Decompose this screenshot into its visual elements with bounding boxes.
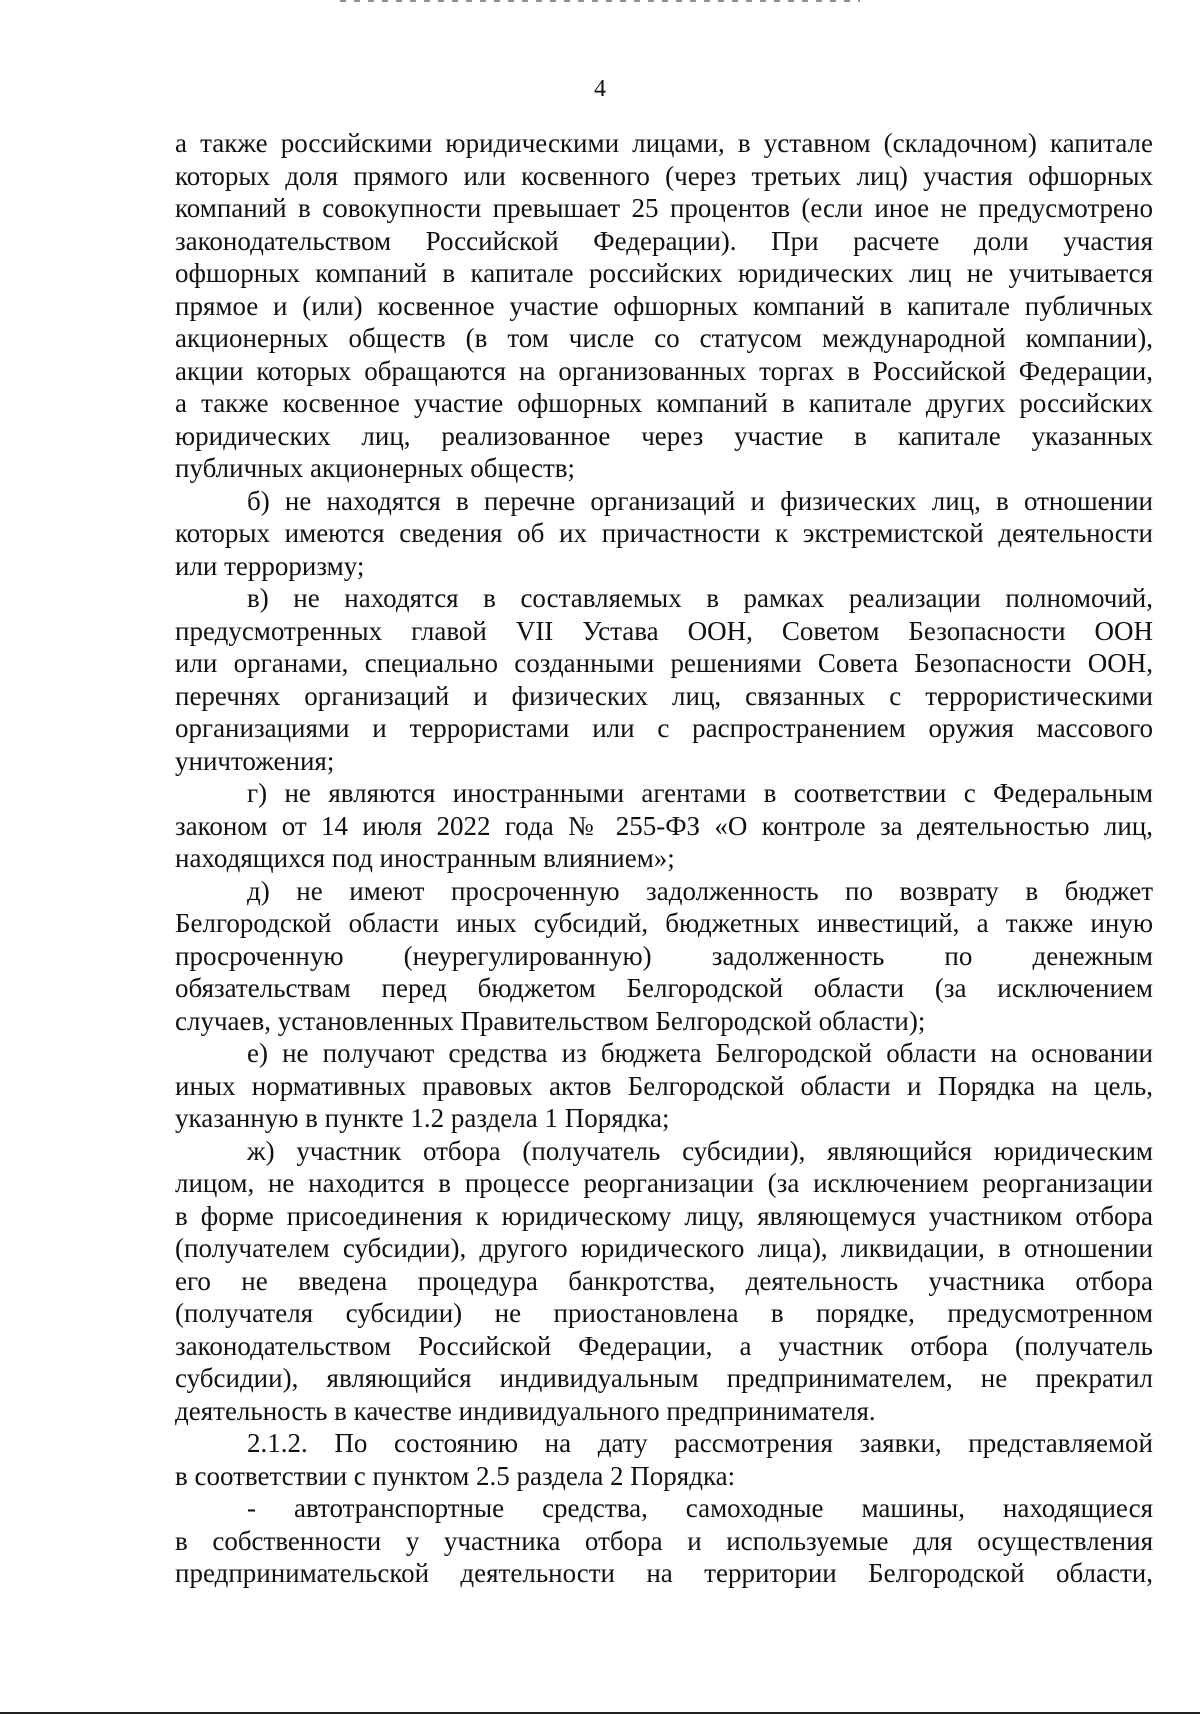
scan-artifact-top xyxy=(340,0,860,2)
text-line: ж) участник отбора (получатель субсидии), являющийся юридическим xyxy=(247,1135,1153,1166)
text-line: публичных акционерных обществ; xyxy=(175,453,575,483)
text-line: б) не находятся в перечне организаций и физических лиц, в отношении xyxy=(247,485,1153,516)
text-line: организациями и террористами или с распространением оружия массового xyxy=(175,713,1153,743)
text-line: которых доля прямого или косвенного (через третьих лиц) участия офшорных xyxy=(175,160,1153,191)
text-line: 2.1.2. По состоянию на дату рассмотрения заявки, представляемой xyxy=(247,1428,1153,1458)
text-line: его не введена процедура банкротства, деятельность участника отбора xyxy=(175,1265,1153,1296)
text-line: г) не являются иностранными агентами в соответствии с Федеральным xyxy=(247,778,1153,808)
text-line: случаев, установленных Правительством Белгородской области); xyxy=(175,1005,926,1036)
text-line: - автотранспортные средства, самоходные машины, находящиеся xyxy=(247,1493,1153,1523)
text-line: Белгородской области иных субсидий, бюджетных инвестиций, а также иную xyxy=(175,908,1153,938)
text-line: субсидии), являющийся индивидуальным предпринимателем, не прекратил xyxy=(175,1363,1153,1393)
text-line: перечнях организаций и физических лиц, связанных с террористическими xyxy=(175,680,1153,711)
document-body xyxy=(175,127,1153,1590)
text-line: а также косвенное участие офшорных компаний в капитале других российских xyxy=(175,388,1153,418)
text-line: предусмотренных главой VII Устава ООН, Советом Безопасности ООН xyxy=(175,615,1153,646)
text-line: предпринимательской деятельности на территории Белгородской области, xyxy=(175,1558,1153,1588)
text-line: законодательством Российской Федерации). При расчете доли участия xyxy=(175,225,1153,256)
text-line: которых имеются сведения об их причастности к экстремистской деятельности xyxy=(175,518,1153,548)
text-line: или терроризму; xyxy=(175,550,365,581)
text-line: д) не имеют просроченную задолженность по возврату в бюджет xyxy=(247,875,1153,906)
text-line: а также российскими юридическими лицами, в уставном (складочном) капитале xyxy=(175,128,1153,158)
text-line: (получателя субсидии) не приостановлена в порядке, предусмотренном xyxy=(175,1298,1153,1328)
text-line: в соответствии с пунктом 2.5 раздела 2 Порядка: xyxy=(175,1460,736,1491)
text-line: акционерных обществ (в том числе со статусом международной компании), xyxy=(175,323,1153,353)
text-line: в) не находятся в составляемых в рамках реализации полномочий, xyxy=(247,583,1153,613)
text-line: юридических лиц, реализованное через участие в капитале указанных xyxy=(175,420,1153,451)
text-line: законом от 14 июля 2022 года № 255-ФЗ «О контроле за деятельностью лиц, xyxy=(175,810,1153,841)
text-line: е) не получают средства из бюджета Белгородской области на основании xyxy=(247,1038,1153,1068)
text-line: уничтожения; xyxy=(175,745,335,776)
text-line: (получателем субсидии), другого юридического лица), ликвидации, в отношении xyxy=(175,1233,1153,1263)
text-line: находящихся под иностранным влиянием»; xyxy=(175,843,675,873)
text-line: иных нормативных правовых актов Белгородской области и Порядка на цель, xyxy=(175,1070,1153,1101)
text-line: в форме присоединения к юридическому лицу, являющемуся участником отбора xyxy=(175,1200,1153,1231)
text-line: просроченную (неурегулированную) задолженность по денежным xyxy=(175,940,1153,971)
text-line: деятельность в качестве индивидуального предпринимателя. xyxy=(175,1395,876,1426)
text-line: лицом, не находится в процессе реорганизации (за исключением реорганизации xyxy=(175,1168,1153,1198)
text-line: компаний в совокупности превышает 25 процентов (если иное не предусмотрено xyxy=(175,193,1153,223)
text-line: или органами, специально созданными решениями Совета Безопасности ООН, xyxy=(175,648,1153,678)
page-number: 4 xyxy=(594,76,606,102)
text-line: указанную в пункте 1.2 раздела 1 Порядка; xyxy=(175,1103,670,1133)
text-line: офшорных компаний в капитале российских юридических лиц не учитывается xyxy=(175,258,1153,288)
text-line: обязательствам перед бюджетом Белгородской области (за исключением xyxy=(175,973,1153,1003)
text-line: в собственности у участника отбора и используемые для осуществления xyxy=(175,1525,1153,1556)
text-line: акции которых обращаются на организованных торгах в Российской Федерации, xyxy=(175,355,1153,386)
text-line: законодательством Российской Федерации, а участник отбора (получатель xyxy=(175,1330,1153,1361)
text-line: прямое и (или) косвенное участие офшорных компаний в капитале публичных xyxy=(175,290,1153,321)
